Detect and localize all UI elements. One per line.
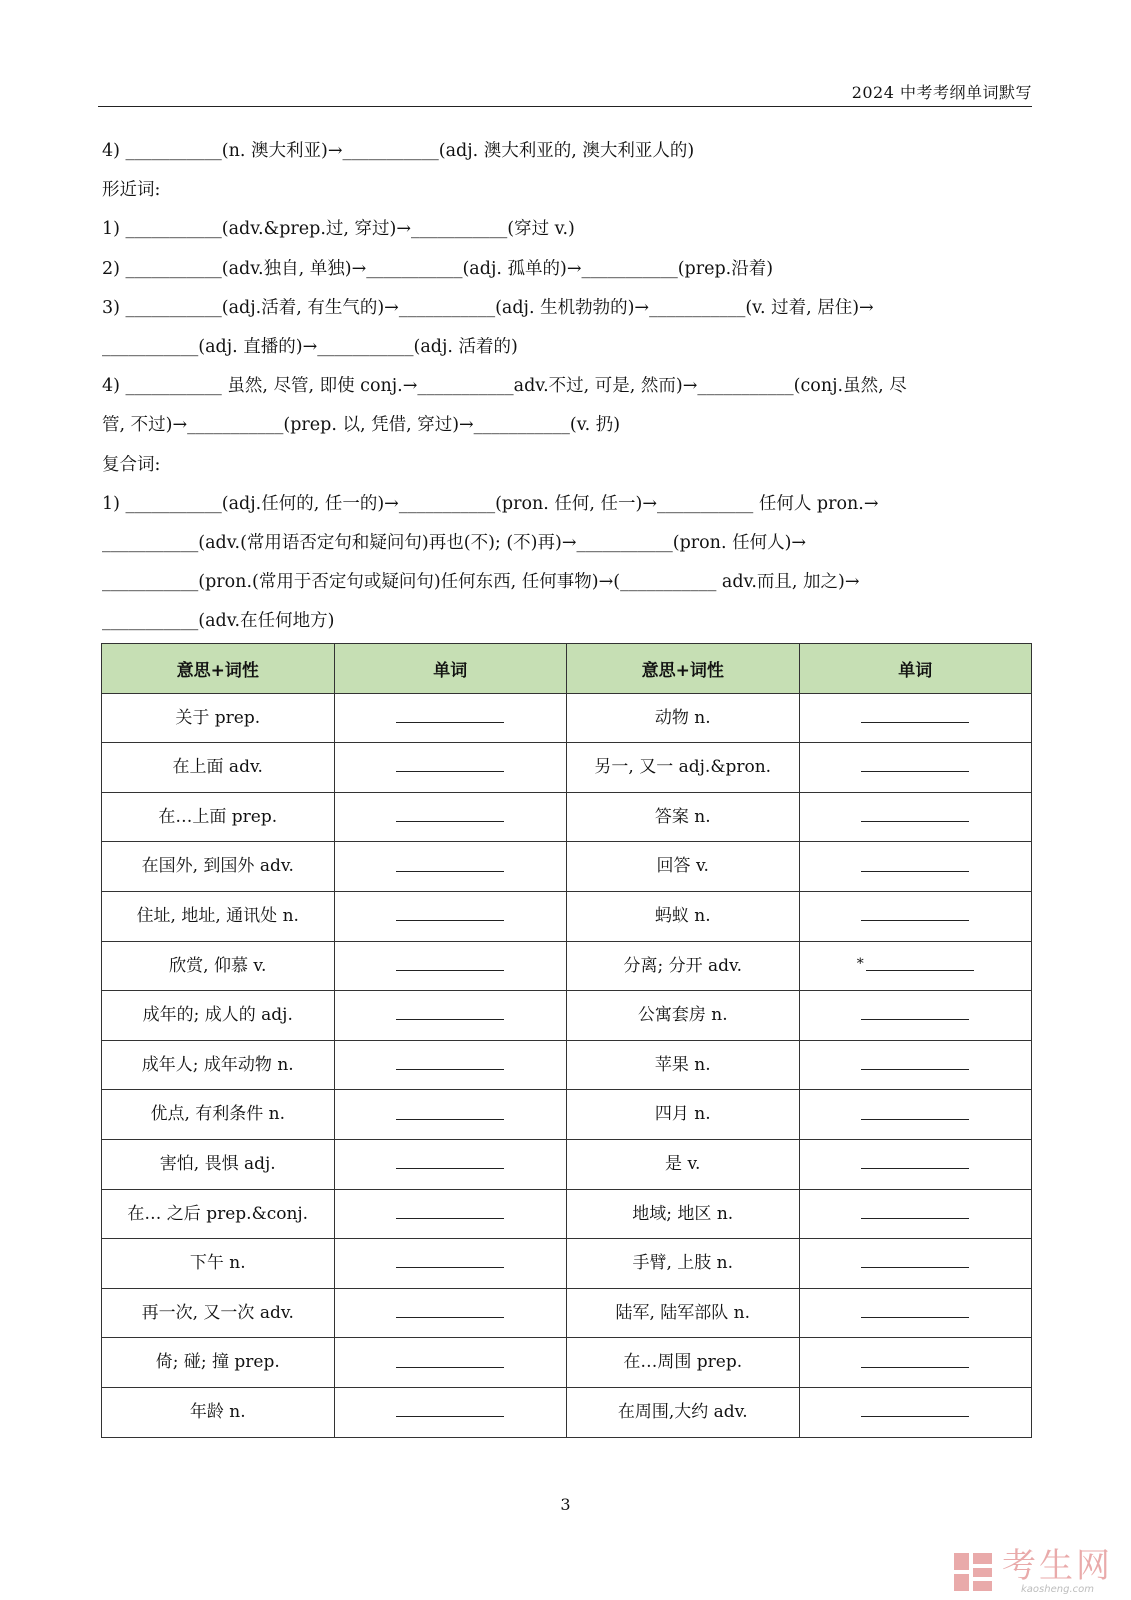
answer-cell[interactable] (334, 1387, 567, 1437)
table-row (102, 941, 1032, 991)
answer-blank[interactable] (861, 1303, 969, 1318)
answer-blank[interactable] (396, 807, 504, 822)
answer-cell[interactable] (799, 693, 1032, 743)
table-row (102, 1040, 1032, 1090)
answer-blank[interactable] (396, 757, 504, 772)
meaning-cell: 手臂, 上肢 n. (567, 1239, 800, 1289)
meaning-cell: 关于 prep. (102, 693, 335, 743)
answer-blank[interactable] (396, 857, 504, 872)
exercise-line: ___________(adj. 直播的)→___________(adj. 活着的) (102, 337, 518, 358)
table-row (102, 792, 1032, 842)
exercise-line: ___________(adv.(常用语否定句和疑问句)再也(不); (不)再)→___________(pron. 任何人)→ (102, 533, 807, 554)
answer-cell[interactable] (334, 1090, 567, 1140)
answer-blank[interactable] (396, 1402, 504, 1417)
answer-blank[interactable] (861, 1204, 969, 1219)
answer-blank[interactable] (861, 807, 969, 822)
meaning-cell: 在…周围 prep. (567, 1338, 800, 1388)
meaning-cell: 在上面 adv. (102, 743, 335, 793)
answer-cell[interactable] (334, 1239, 567, 1289)
answer-cell[interactable] (799, 891, 1032, 941)
exercise-line: 1) ___________(adj.任何的, 任一的)→___________(pron. 任何, 任一)→___________ 任何人 pron.→ (102, 493, 879, 514)
answer-cell[interactable] (799, 743, 1032, 793)
meaning-cell: 地域; 地区 n. (567, 1189, 800, 1239)
meaning-cell: 在…上面 prep. (102, 792, 335, 842)
answer-blank[interactable] (861, 1005, 969, 1020)
answer-cell[interactable] (799, 842, 1032, 892)
answer-blank[interactable] (861, 708, 969, 723)
table-row (102, 1090, 1032, 1140)
meaning-cell: 在… 之后 prep.&conj. (102, 1189, 335, 1239)
answer-blank[interactable] (396, 1154, 504, 1169)
meaning-cell: 是 v. (567, 1139, 800, 1189)
answer-cell[interactable] (334, 792, 567, 842)
meaning-cell: 公寓套房 n. (567, 991, 800, 1041)
watermark-url: kaosheng.com (1021, 1584, 1094, 1595)
meaning-cell: 害怕, 畏惧 adj. (102, 1139, 335, 1189)
header-title: 2024 中考考纲单词默写 (851, 83, 1032, 102)
meaning-cell: 年龄 n. (102, 1387, 335, 1437)
answer-cell[interactable] (799, 1288, 1032, 1338)
exercise-line: 管, 不过)→___________(prep. 以, 凭借, 穿过)→___________(v. 扔) (102, 415, 621, 436)
answer-blank[interactable] (861, 757, 969, 772)
answer-cell[interactable] (799, 792, 1032, 842)
answer-cell[interactable] (334, 743, 567, 793)
answer-blank[interactable] (866, 956, 974, 971)
answer-cell[interactable] (799, 941, 1032, 991)
column-header-word: 单词 (334, 644, 567, 694)
meaning-cell: 蚂蚁 n. (567, 891, 800, 941)
answer-cell[interactable] (334, 842, 567, 892)
page-header (98, 78, 1032, 107)
meaning-cell: 在周围,大约 adv. (567, 1387, 800, 1437)
answer-blank[interactable] (861, 857, 969, 872)
answer-cell[interactable] (334, 891, 567, 941)
answer-blank[interactable] (396, 1204, 504, 1219)
exercise-line: ___________(adv.在任何地方) (102, 611, 335, 632)
answer-cell[interactable] (799, 1090, 1032, 1140)
answer-blank[interactable] (396, 1005, 504, 1020)
meaning-cell: 动物 n. (567, 693, 800, 743)
meaning-cell: 住址, 地址, 通讯处 n. (102, 891, 335, 941)
answer-cell[interactable] (799, 1239, 1032, 1289)
watermark-logo (952, 1548, 1113, 1595)
meaning-cell: 再一次, 又一次 adv. (102, 1288, 335, 1338)
meaning-cell: 苹果 n. (567, 1040, 800, 1090)
answer-blank[interactable] (861, 1353, 969, 1368)
meaning-cell: 欣赏, 仰慕 v. (102, 941, 335, 991)
meaning-cell: 成年的; 成人的 adj. (102, 991, 335, 1041)
answer-blank[interactable] (861, 1105, 969, 1120)
answer-cell[interactable] (334, 693, 567, 743)
column-header-meaning: 意思+词性 (567, 644, 800, 694)
table-header-row (102, 644, 1032, 694)
answer-cell[interactable] (334, 1189, 567, 1239)
column-header-meaning: 意思+词性 (102, 644, 335, 694)
table-row (102, 1387, 1032, 1437)
meaning-cell: 下午 n. (102, 1239, 335, 1289)
exercise-line: 4) ___________ 虽然, 尽管, 即使 conj.→___________adv.不过, 可是, 然而)→___________(conj.虽然, 尽 (102, 376, 907, 397)
section-heading-similar-words: 形近词: (102, 180, 161, 201)
exercise-line: 2) ___________(adv.独自, 单独)→___________(adj. 孤单的)→___________(prep.沿着) (102, 258, 774, 279)
meaning-cell: 优点, 有利条件 n. (102, 1090, 335, 1140)
page-number: 3 (560, 1495, 571, 1514)
exercise-text (102, 132, 1032, 642)
answer-cell[interactable] (799, 991, 1032, 1041)
table-row (102, 891, 1032, 941)
exercise-line: 1) ___________(adv.&prep.过, 穿过)→___________(穿过 v.) (102, 219, 575, 240)
answer-blank[interactable] (396, 1055, 504, 1070)
answer-blank[interactable] (396, 1105, 504, 1120)
table-row (102, 1139, 1032, 1189)
vocabulary-table (101, 643, 1032, 1438)
answer-cell[interactable] (799, 1139, 1032, 1189)
table-row (102, 693, 1032, 743)
table-row (102, 1338, 1032, 1388)
table-row (102, 1189, 1032, 1239)
answer-blank[interactable] (396, 956, 504, 971)
meaning-cell: 分离; 分开 adv. (567, 941, 800, 991)
meaning-cell: 在国外, 到国外 adv. (102, 842, 335, 892)
answer-blank[interactable] (861, 1402, 969, 1417)
answer-cell[interactable] (334, 1338, 567, 1388)
meaning-cell: 成年人; 成年动物 n. (102, 1040, 335, 1090)
answer-blank[interactable] (861, 1055, 969, 1070)
meaning-cell: 倚; 碰; 撞 prep. (102, 1338, 335, 1388)
answer-blank[interactable] (396, 906, 504, 921)
table-row (102, 991, 1032, 1041)
answer-cell[interactable] (799, 1040, 1032, 1090)
answer-cell[interactable] (334, 1040, 567, 1090)
answer-blank[interactable] (861, 1253, 969, 1268)
watermark-emblem-icon (952, 1551, 994, 1593)
table-row (102, 743, 1032, 793)
column-header-word: 单词 (799, 644, 1032, 694)
exercise-line: ___________(pron.(常用于否定句或疑问句)任何东西, 任何事物)→(___________ adv.而且, 加之)→ (102, 572, 860, 593)
asterisk-mark: * (856, 955, 864, 972)
answer-cell[interactable] (799, 1189, 1032, 1239)
table-row (102, 1239, 1032, 1289)
answer-cell[interactable] (334, 991, 567, 1041)
answer-cell[interactable] (799, 1338, 1032, 1388)
answer-blank[interactable] (396, 1253, 504, 1268)
answer-cell[interactable] (334, 1288, 567, 1338)
meaning-cell: 陆军, 陆军部队 n. (567, 1288, 800, 1338)
table-row (102, 842, 1032, 892)
answer-blank[interactable] (861, 906, 969, 921)
table-row (102, 1288, 1032, 1338)
exercise-line: 3) ___________(adj.活着, 有生气的)→___________(adj. 生机勃勃的)→___________(v. 过着, 居住)→ (102, 297, 874, 318)
answer-cell[interactable] (799, 1387, 1032, 1437)
meaning-cell: 答案 n. (567, 792, 800, 842)
watermark-name: 考生网 (1002, 1546, 1113, 1586)
answer-blank[interactable] (396, 1353, 504, 1368)
answer-cell[interactable] (334, 941, 567, 991)
answer-blank[interactable] (396, 1303, 504, 1318)
meaning-cell: 另一, 又一 adj.&pron. (567, 743, 800, 793)
meaning-cell: 回答 v. (567, 842, 800, 892)
answer-cell[interactable] (334, 1139, 567, 1189)
answer-blank[interactable] (861, 1154, 969, 1169)
answer-blank[interactable] (396, 708, 504, 723)
meaning-cell: 四月 n. (567, 1090, 800, 1140)
section-heading-compound-words: 复合词: (102, 454, 161, 475)
exercise-line: 4) ___________(n. 澳大利亚)→___________(adj. 澳大利亚的, 澳大利亚人的) (102, 141, 695, 161)
